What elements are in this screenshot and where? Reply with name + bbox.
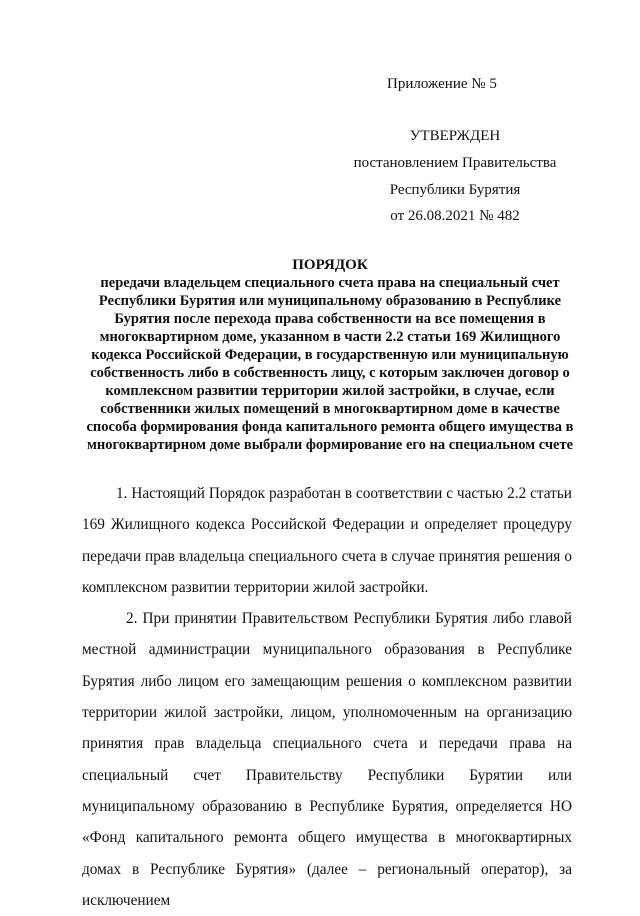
approved-date: от 26.08.2021 № 482 [390,208,520,224]
approved-heading: УТВЕРЖДЕН [409,128,501,144]
paragraph-2: 2. При принятии Правительством Республики Бурятия либо главой местной администрации муниципального образования в Республике Бурятия либо лицом его замещающим решения о комплексном развитии территории жилой застройки, лицом, уполномоченным на организацию принятия прав владельца специального счета и передачи права на специальный счет Правительству Республики Бурятии или муниципальному образованию в Республике Бурятия, определяется НО «Фонд капитального ремонта общего имущества в многоквартирных домах в Республике Бурятия» (далее – региональный оператор), за исключением [82,610,572,909]
paragraph-1: 1. Настоящий Порядок разработан в соответствии с частью 2.2 статьи 169 Жилищного кодекса Российской Федерации и определяет процедуру передачи прав владельца специального счета в случае принятия решения о комплексном развитии территории жилой застройки. [82,485,572,596]
approved-by-line-1: постановлением Правительства [353,155,557,171]
document-body [82,478,572,916]
document-title-block [80,256,580,454]
document-subtitle: передачи владельцем специального счета права на специальный счет Республики Бурятия или муниципальному образованию в Республике Бурятия после перехода права собственности на все помещения в многоквартирном доме, указанном в части 2.2 статьи 169 Жилищного кодекса Российской Федерации, в государственную или муниципальную собственность либо в собственность лицу, с которым заключен договор о комплексном развитии территории жилой застройки, в случае, если собственники жилых помещений в многоквартирном доме в качестве способа формирования фонда капитального ремонта общего имущества в многоквартирном доме выбрали формирование его на специальном счете [86,275,574,453]
document-title: ПОРЯДОК [292,257,368,273]
appendix-label: Приложение № 5 [387,76,497,92]
approved-by-line-2: Республики Бурятия [389,182,521,198]
